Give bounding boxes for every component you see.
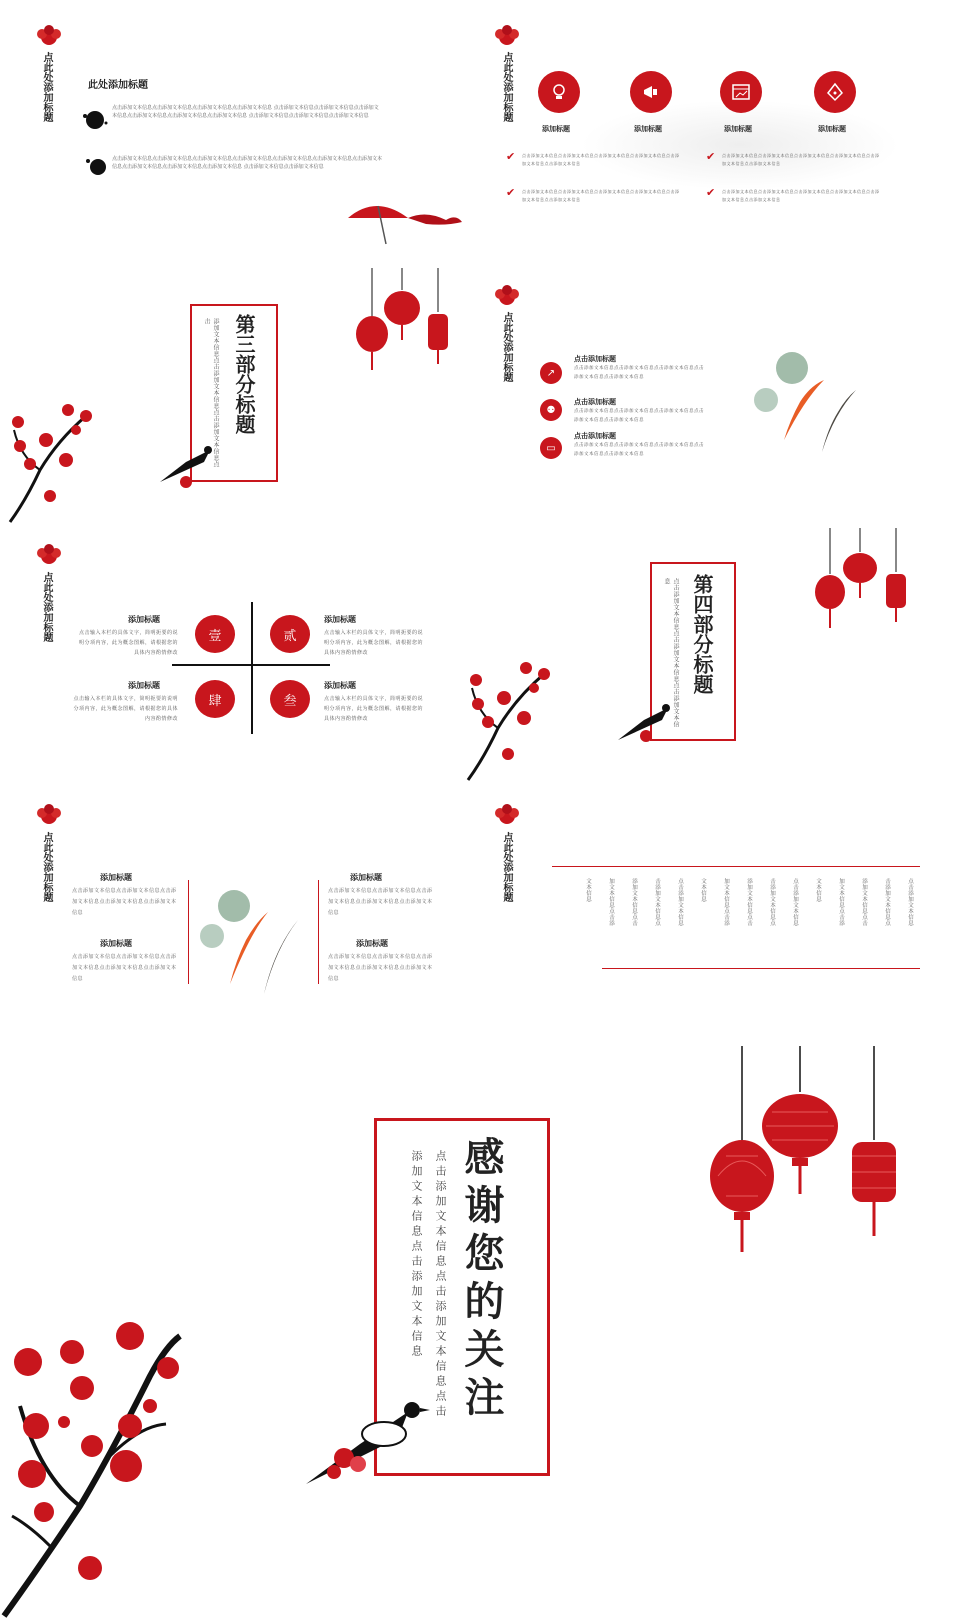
check-text: 点击添加文本信息点击添加文本信息点击添加文本信息点击添加文本信息点击添加文本信息点击添加文本信息 xyxy=(722,189,880,202)
section-text: 添加文本信息点击添加文本信息点击添加文本信息点击 xyxy=(203,318,219,468)
block-title-3: 添加标题 xyxy=(350,873,382,882)
seal-text: 壹 xyxy=(208,628,222,644)
number-seal-2 xyxy=(270,615,310,653)
item-title-2: 点击添加标题 xyxy=(574,398,616,406)
megaphone-icon xyxy=(630,71,672,113)
section-title: 第三部分标题 xyxy=(232,314,256,434)
side-title: 点此处添加标题 xyxy=(501,52,512,122)
side-title: 点此处添加标题 xyxy=(41,52,52,122)
text-column: 文本信息 xyxy=(815,878,821,902)
number-seal-3 xyxy=(270,680,310,718)
top-rule xyxy=(552,866,920,867)
pen-nib-icon xyxy=(814,71,856,113)
lanterns-illustration xyxy=(352,268,462,377)
bottom-rule xyxy=(602,968,920,969)
koi-fish-illustration xyxy=(744,350,864,464)
side-title: 点此处添加标题 xyxy=(501,312,512,382)
thanks-title: 感谢您的关注 xyxy=(458,1136,505,1424)
block-title-1: 添加标题 xyxy=(100,873,132,882)
label-4: 添加标题 xyxy=(818,125,846,133)
folder-icon: ▭ xyxy=(540,437,562,459)
quad-title-2: 添加标题 xyxy=(324,615,356,624)
label-1: 添加标题 xyxy=(542,125,570,133)
text-column: 添加文本信息点击 xyxy=(861,878,867,926)
paragraph-1: 点击添加文本信息点击添加文本信息点击添加文本信息点击添加文本信息 点击添加文本信息点击添加文本信息点击添加文本信息点击添加文本信息点击添加文本信息点击添加文本信息 点击添加文本信息点击添加文本信息点击添加文本信息 xyxy=(112,105,379,119)
text-column: 点击添加文本信息 xyxy=(792,878,798,926)
team-icon: ⚉ xyxy=(540,399,562,421)
flower-icon xyxy=(36,804,62,830)
seal-text: 叁 xyxy=(283,693,297,709)
ink-blot-icon xyxy=(86,155,110,183)
text-column: 添加文本信息点击 xyxy=(746,878,752,926)
magpie-illustration xyxy=(156,440,216,494)
plum-blossom-illustration xyxy=(0,1316,190,1624)
text-column: 击添加文本信息点 xyxy=(769,878,775,926)
section-text: 点击添加文本信息点击添加文本信息点击添加文本信息 xyxy=(663,578,679,728)
koi-fish-illustration xyxy=(194,884,314,1004)
check-text: 点击添加文本信息点击添加文本信息点击添加文本信息点击添加文本信息点击添加文本信息点击添加文本信息 xyxy=(522,153,680,166)
number-seal-4 xyxy=(195,680,235,718)
lanterns-illustration xyxy=(706,1046,906,1260)
magpie-illustration xyxy=(300,1394,430,1498)
text-column: 加文本信息点击添 xyxy=(838,878,844,926)
cross-horizontal-line xyxy=(172,664,330,666)
text-column: 文本信息 xyxy=(585,878,591,902)
divider-left xyxy=(188,880,189,984)
block-title-4: 添加标题 xyxy=(356,939,388,948)
text-column: 文本信息 xyxy=(700,878,706,902)
text-column: 击添加文本信息点 xyxy=(654,878,660,926)
umbrella-illustration xyxy=(346,196,466,250)
quad-text-4: 点击输入本栏的具体文字，简明扼要的说明分项内容，此为概念图解，请根据您的具体内容酌情修改 xyxy=(73,696,178,722)
paragraph-2: 点击添加文本信息点击添加文本信息点击添加文本信息点击添加文本信息点击添加文本信息点击添加文本信息点击添加文本信息点击添加文本信息点击添加文本信息点击添加文本信息 点击添加文本信息点击添加文本信息 xyxy=(112,156,383,170)
item-text-3: 点击添加文本信息点击添加文本信息点击添加文本信息点击添加文本信息点击添加文本信息 xyxy=(574,443,704,457)
seal-text: 肆 xyxy=(208,693,222,709)
section-title: 第四部分标题 xyxy=(690,574,714,694)
thanks-text-col1: 点击添加文本信息点击添加文本信息点击 xyxy=(434,1150,447,1420)
lightbulb-icon xyxy=(538,71,580,113)
quad-text-2: 点击输入本栏的具体文字，简明扼要的说明分项内容，此为概念图解，请根据您的具体内容酌情修改 xyxy=(324,630,424,656)
quad-title-3: 添加标题 xyxy=(324,681,356,690)
quad-text-3: 点击输入本栏的具体文字，简明扼要的说明分项内容，此为概念图解，请根据您的具体内容酌情修改 xyxy=(324,696,424,722)
flower-icon xyxy=(36,25,62,51)
flower-icon xyxy=(494,25,520,51)
flower-icon xyxy=(494,804,520,830)
quad-title-1: 添加标题 xyxy=(128,615,160,624)
quad-title-4: 添加标题 xyxy=(128,681,160,690)
block-text-3: 点击添加文本信息点击添加文本信息点击添加文本信息点击添加文本信息点击添加文本信息 xyxy=(328,888,433,916)
item-title-1: 点击添加标题 xyxy=(574,355,616,363)
vertical-text-grid xyxy=(584,878,914,926)
label-2: 添加标题 xyxy=(634,125,662,133)
item-title-3: 点击添加标题 xyxy=(574,432,616,440)
side-title: 点此处添加标题 xyxy=(41,832,52,902)
checkmark-icon: ✔ xyxy=(706,186,716,199)
block-text-1: 点击添加文本信息点击添加文本信息点击添加文本信息点击添加文本信息点击添加文本信息 xyxy=(72,888,177,916)
label-3: 添加标题 xyxy=(724,125,752,133)
ink-wash-background xyxy=(580,100,900,190)
check-text: 点击添加文本信息点击添加文本信息点击添加文本信息点击添加文本信息点击添加文本信息点击添加文本信息 xyxy=(722,153,880,166)
text-column: 加文本信息点击添 xyxy=(723,878,729,926)
text-column: 添加文本信息点击 xyxy=(631,878,637,926)
text-column: 点击添加文本信息 xyxy=(907,878,913,926)
side-title: 点此处添加标题 xyxy=(501,832,512,902)
flower-icon xyxy=(36,544,62,570)
chart-growth-icon: ↗ xyxy=(540,362,562,384)
seal-text: 贰 xyxy=(283,628,297,644)
checkmark-icon: ✔ xyxy=(706,150,716,163)
checkmark-icon: ✔ xyxy=(506,150,516,163)
text-column: 加文本信息点击添 xyxy=(608,878,614,926)
magpie-illustration xyxy=(614,698,674,752)
window-chart-icon xyxy=(720,71,762,113)
cross-vertical-line xyxy=(251,602,253,734)
block-text-4: 点击添加文本信息点击添加文本信息点击添加文本信息点击添加文本信息点击添加文本信息 xyxy=(328,954,433,982)
heading: 此处添加标题 xyxy=(88,80,148,91)
block-title-2: 添加标题 xyxy=(100,939,132,948)
item-text-2: 点击添加文本信息点击添加文本信息点击添加文本信息点击添加文本信息点击添加文本信息 xyxy=(574,409,704,423)
plum-blossom-illustration xyxy=(6,400,96,529)
item-text-1: 点击添加文本信息点击添加文本信息点击添加文本信息点击添加文本信息点击添加文本信息 xyxy=(574,366,704,380)
ink-blot-icon xyxy=(82,108,108,136)
quad-text-1: 点击输入本栏的具体文字，简明扼要的说明分项内容，此为概念图解，请根据您的具体内容酌情修改 xyxy=(78,630,178,656)
block-text-2: 点击添加文本信息点击添加文本信息点击添加文本信息点击添加文本信息点击添加文本信息 xyxy=(72,954,177,982)
divider-right xyxy=(318,880,319,984)
check-text: 点击添加文本信息点击添加文本信息点击添加文本信息点击添加文本信息点击添加文本信息点击添加文本信息 xyxy=(522,189,680,202)
text-column: 点击添加文本信息 xyxy=(677,878,683,926)
side-title: 点此处添加标题 xyxy=(41,572,52,642)
number-seal-1 xyxy=(195,615,235,653)
checkmark-icon: ✔ xyxy=(506,186,516,199)
flower-icon xyxy=(494,285,520,311)
text-column: 击添加文本信息点 xyxy=(884,878,890,926)
plum-blossom-illustration xyxy=(464,658,554,787)
lanterns-illustration xyxy=(812,528,916,636)
thanks-text-col2: 添加文本信息点击添加文本信息 xyxy=(410,1150,423,1360)
